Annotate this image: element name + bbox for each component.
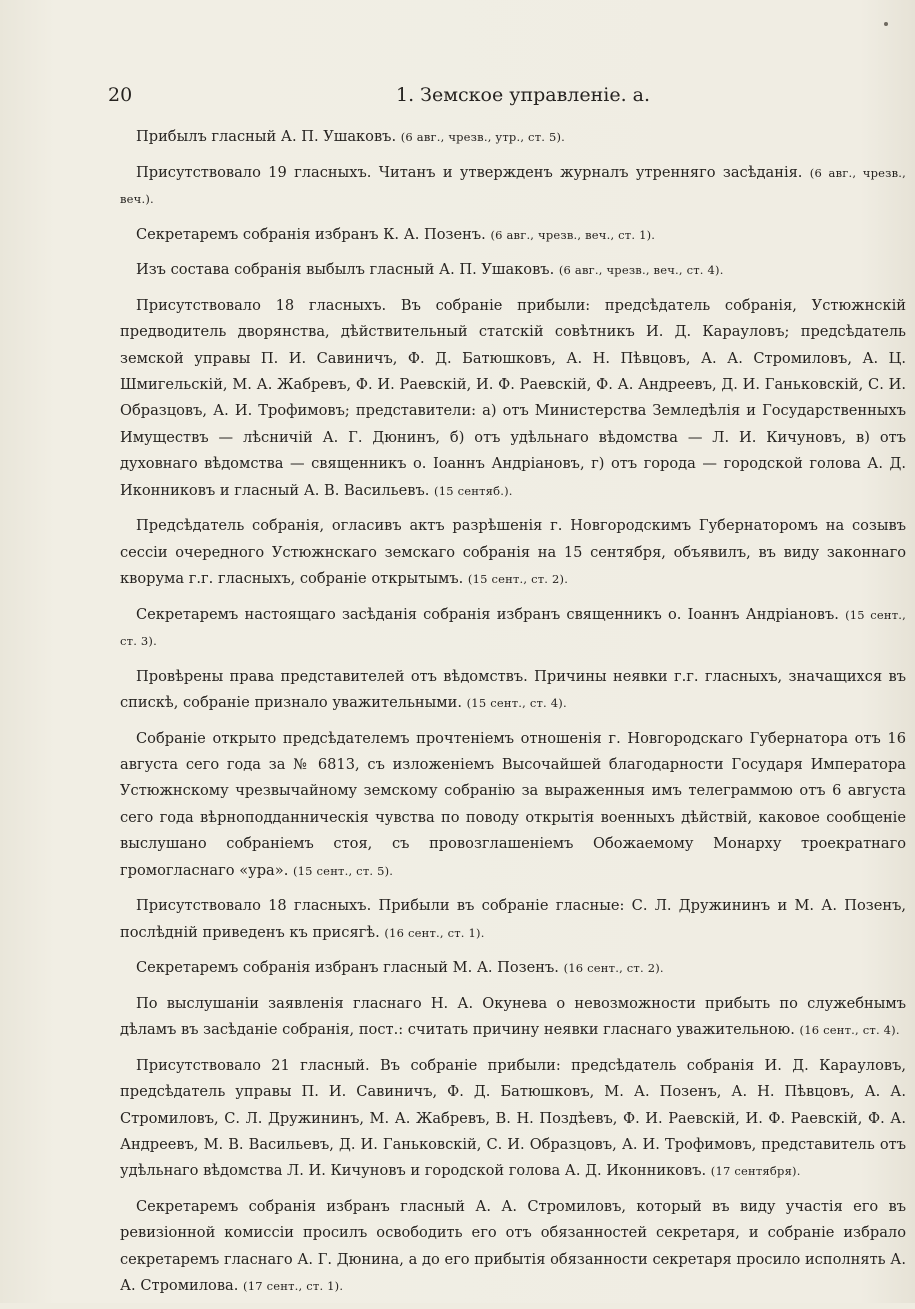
paragraph — [120, 293, 906, 504]
session-reference: (17 сентября). — [710, 1164, 801, 1179]
paragraph — [120, 513, 906, 592]
paragraph-text: Изъ состава собранія выбылъ гласный А. П. Ушаковъ. — [136, 261, 555, 279]
paragraph-text: Секретаремъ собранія избранъ К. А. Позенъ. — [136, 225, 486, 243]
paragraph — [120, 893, 906, 946]
paragraph-text: Присутствовало 19 гласныхъ. Читанъ и утвержденъ журналъ утренняго засѣданія. — [136, 163, 803, 181]
paragraph-text: Секретаремъ настоящаго засѣданія собранія избранъ священникъ о. Іоаннъ Андріановъ. — [136, 605, 839, 623]
session-reference: (16 сент., ст. 2). — [563, 961, 664, 976]
page-number: 20 — [108, 84, 133, 106]
session-reference: (15 сент., ст. 3). — [120, 607, 906, 649]
paragraph-text: Прибылъ гласный А. П. Ушаковъ. — [136, 128, 397, 145]
session-reference: (15 сент., ст. 2). — [467, 572, 569, 587]
session-reference: (16 сент., ст. 1). — [384, 925, 485, 940]
paragraph — [120, 160, 906, 213]
paragraph — [120, 664, 906, 717]
session-reference: (16 сент., ст. 4). — [799, 1023, 900, 1038]
body-text — [120, 124, 906, 1309]
paragraph — [120, 257, 906, 283]
paragraph — [120, 726, 906, 884]
paragraph-text: Присутствовало 21 гласный. Въ собраніе прибыли: предсѣдатель собранія И. Д. Карауловъ, предсѣдатель управы П. И. Савиничъ, Ф. Д. Батюшковъ, М. А. Позенъ, А. Н. Пѣвцовъ, А. А. Стромиловъ, С. Л. Дружининъ, М. А. Жабревъ, В. Н. Поздѣевъ, Ф. И. Раевскій, И. Ф. Раевскій, Ф. А. Андреевъ, М. В. Васильевъ, Д. И. Ганьковскій, С. И. Образцовъ, А. И. Трофимовъ, представитель отъ удѣльнаго вѣдомства Л. И. Кичуновъ и городской голова А. Д. Иконниковъ. — [120, 1056, 906, 1180]
paragraph — [120, 602, 906, 655]
paragraph — [120, 1053, 906, 1185]
margin-mark — [884, 22, 888, 26]
section-title: 1. Земское управленіе. а. — [396, 84, 651, 106]
paragraph — [120, 955, 906, 981]
paragraph — [120, 124, 906, 150]
session-reference: (6 авг., чрезв., веч.). — [120, 165, 906, 206]
paragraph-text: Собраніе открыто предсѣдателемъ прочтеніемъ отношенія г. Новгородскаго Губернатора отъ 16 августа сего года за № 6813, съ изложеніемъ Высочайшей благодарности Государя Императора Устюжнскому чрезвычайному земскому собранію за выраженныя имъ телеграммою отъ 6 августа сего года вѣрноподданническія чувства по поводу открытія военныхъ дѣйствій, каковое сообщеніе выслушано собраніемъ стоя, съ провозглашеніемъ Обожаемому Монарху троекратнаго громогласнаго «ура». — [120, 729, 906, 879]
session-reference: (6 авг., чрезв., веч., ст. 1). — [490, 227, 656, 242]
paragraph-text: Секретаремъ собранія избранъ гласный А. А. Стромиловъ, который въ виду участія его въ ревизіонной комиссіи просилъ освободить его отъ обязанностей секретаря, и собраніе избрало секретаремъ гласнаго А. Г. Дюнина, а до его прибытія обязанности секретаря просило исполнять А. А. Стромилова. — [120, 1198, 906, 1295]
paragraph — [120, 222, 906, 248]
paragraph-text: Присутствовало 18 гласныхъ. Въ собраніе прибыли: предсѣдатель собранія, Устюжнскій предводитель дворянства, дѣйствительный статскій совѣтникъ И. Д. Карауловъ; предсѣдатель земской управы П. И. Савиничъ, Ф. Д. Батюшковъ, А. Н. Пѣвцовъ, А. А. Стромиловъ, А. Ц. Шмигельскій, М. А. Жабревъ, Ф. И. Раевскій, И. Ф. Раевскій, Ф. А. Андреевъ, Д. И. Ганьковскій, С. И. Образцовъ, А. И. Трофимовъ; представители: а) отъ Министерства Земледѣлія и Государственныхъ Имуществъ — лѣсничій А. Г. Дюнинъ, б) отъ удѣльнаго вѣдомства — Л. И. Кичуновъ, в) отъ духовнаго вѣдомства — священникъ о. Іоаннъ Андріановъ, г) отъ города — городской голова А. Д. Иконниковъ и гласный А. В. Васильевъ. — [120, 296, 906, 499]
session-reference: (15 сент., ст. 4). — [466, 696, 567, 711]
session-reference: (6 авг., чрезв., веч., ст. 4). — [558, 263, 724, 278]
paragraph-text: Провѣрены права представителей отъ вѣдомствъ. Причины неявки г.г. гласныхъ, значащихся въ спискѣ, собраніе признало уважительными. — [120, 667, 906, 712]
paragraph-text: Предсѣдатель собранія, огласивъ актъ разрѣшенія г. Новгородскимъ Губернаторомъ на созывъ сессіи очередного Устюжнскаго земскаго собранія на 15 сентября, объявилъ, въ виду законнаго кворума г.г. гласныхъ, собраніе открытымъ. — [120, 517, 906, 588]
paragraph — [120, 991, 906, 1044]
session-reference: (15 сентяб.). — [434, 483, 513, 498]
session-reference: (6 авг., чрезв., утр., ст. 5). — [400, 130, 566, 144]
session-reference: (15 сент., ст. 5). — [292, 863, 394, 878]
session-reference: (17 сент., ст. 1). — [243, 1279, 344, 1294]
paragraph-text: Секретаремъ собранія избранъ гласный М. А. Позенъ. — [136, 959, 559, 977]
paragraph-text: По выслушаніи заявленія гласнаго Н. А. Окунева о невозможности прибыть по служебнымъ дѣламъ въ засѣданіе собранія, пост.: считать причину неявки гласнаго уважительною. — [120, 994, 906, 1039]
running-head — [108, 84, 651, 114]
paragraph-text: Присутствовало 18 гласныхъ. Прибыли въ собраніе гласные: С. Л. Дружининъ и М. А. Позенъ, послѣдній приведенъ къ присягѣ. — [120, 897, 906, 941]
paragraph — [120, 1194, 906, 1300]
